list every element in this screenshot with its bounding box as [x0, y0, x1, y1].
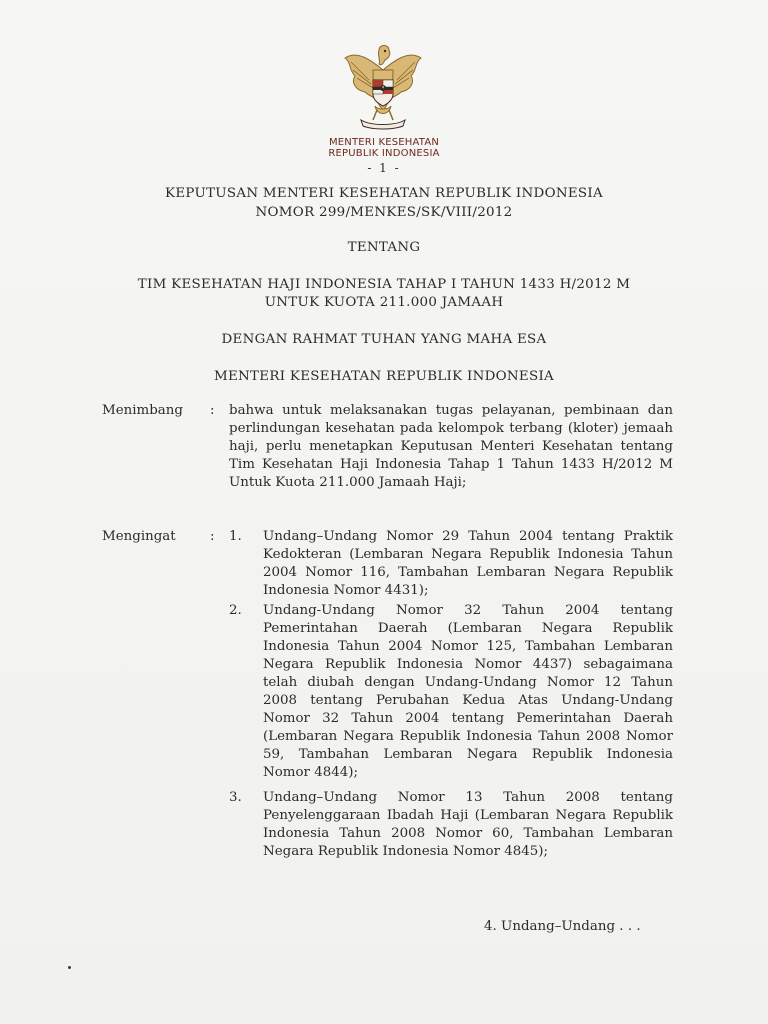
continuation-marker: 4. Undang–Undang . . .	[484, 919, 641, 934]
mengingat-colon: :	[210, 529, 215, 544]
rahmat-line: DENGAN RAHMAT TUHAN YANG MAHA ESA	[221, 332, 547, 347]
scan-speck	[68, 966, 71, 969]
mengingat-item-2-text: Undang-Undang Nomor 32 Tahun 2004 tentang Pemerintahan Daerah (Lembaran Negara Republik Indonesia Tahun 2004 Nomor 125, Tambahan Lembaran Negara Republik Indonesia Nomor 4437) sebagaimana telah diubah dengan Undang-Undang Nomor 12 Tahun 2008 tentang Perubahan Kedua Atas Undang-Undang Nomor 32 Tahun 2004 tentang Pemerintahan Daerah (Lembaran Negara Republik Indonesia Tahun 2008 Nomor 59, Tambahan Lembaran Negara Republik Indonesia Nomor 4844);	[263, 603, 673, 780]
menimbang-text: bahwa untuk melaksanakan tugas pelayanan, pembinaan dan perlindungan kesehatan pada kelompok terbang (kloter) jemaah haji, perlu menetapkan Keputusan Menteri Kesehatan tentang Tim Kesehatan Haji Indonesia Tahap 1 Tahun 1433 H/2012 M Untuk Kuota 211.000 Jamaah Haji;	[229, 403, 673, 490]
ministry-line-1: MENTERI KESEHATAN	[328, 137, 440, 148]
menimbang-colon: :	[210, 403, 215, 418]
mengingat-item-1-number: 1.	[229, 529, 242, 544]
page-number: - 1 -	[367, 161, 401, 175]
decree-subject-line-1: TIM KESEHATAN HAJI INDONESIA TAHAP I TAHUN 1433 H/2012 M	[137, 277, 631, 292]
ministry-letterhead	[300, 137, 468, 159]
mengingat-label: Mengingat	[102, 529, 176, 544]
decree-title: KEPUTUSAN MENTERI KESEHATAN REPUBLIK INDONESIA	[165, 186, 603, 201]
tentang-heading: TENTANG	[347, 240, 421, 255]
garuda-emblem-icon	[335, 40, 431, 136]
authority-line: MENTERI KESEHATAN REPUBLIK INDONESIA	[213, 369, 555, 384]
ministry-line-2: REPUBLIK INDONESIA	[328, 148, 440, 159]
decree-number: NOMOR 299/MENKES/SK/VIII/2012	[255, 205, 513, 220]
mengingat-item-3-text: Undang–Undang Nomor 13 Tahun 2008 tentang Penyelenggaraan Ibadah Haji (Lembaran Negara Republik Indonesia Tahun 2008 Nomor 60, Tambahan Lembaran Negara Republik Indonesia Nomor 4845);	[263, 790, 673, 859]
mengingat-item-1-text: Undang–Undang Nomor 29 Tahun 2004 tentang Praktik Kedokteran (Lembaran Negara Republik Indonesia Tahun 2004 Nomor 116, Tambahan Lembaran Negara Republik Indonesia Nomor 4431);	[263, 529, 673, 598]
mengingat-item-3-number: 3.	[229, 790, 242, 805]
decree-subject-line-2: UNTUK KUOTA 211.000 JAMAAH	[264, 295, 504, 310]
mengingat-item-2-number: 2.	[229, 603, 242, 618]
menimbang-label: Menimbang	[102, 403, 183, 418]
